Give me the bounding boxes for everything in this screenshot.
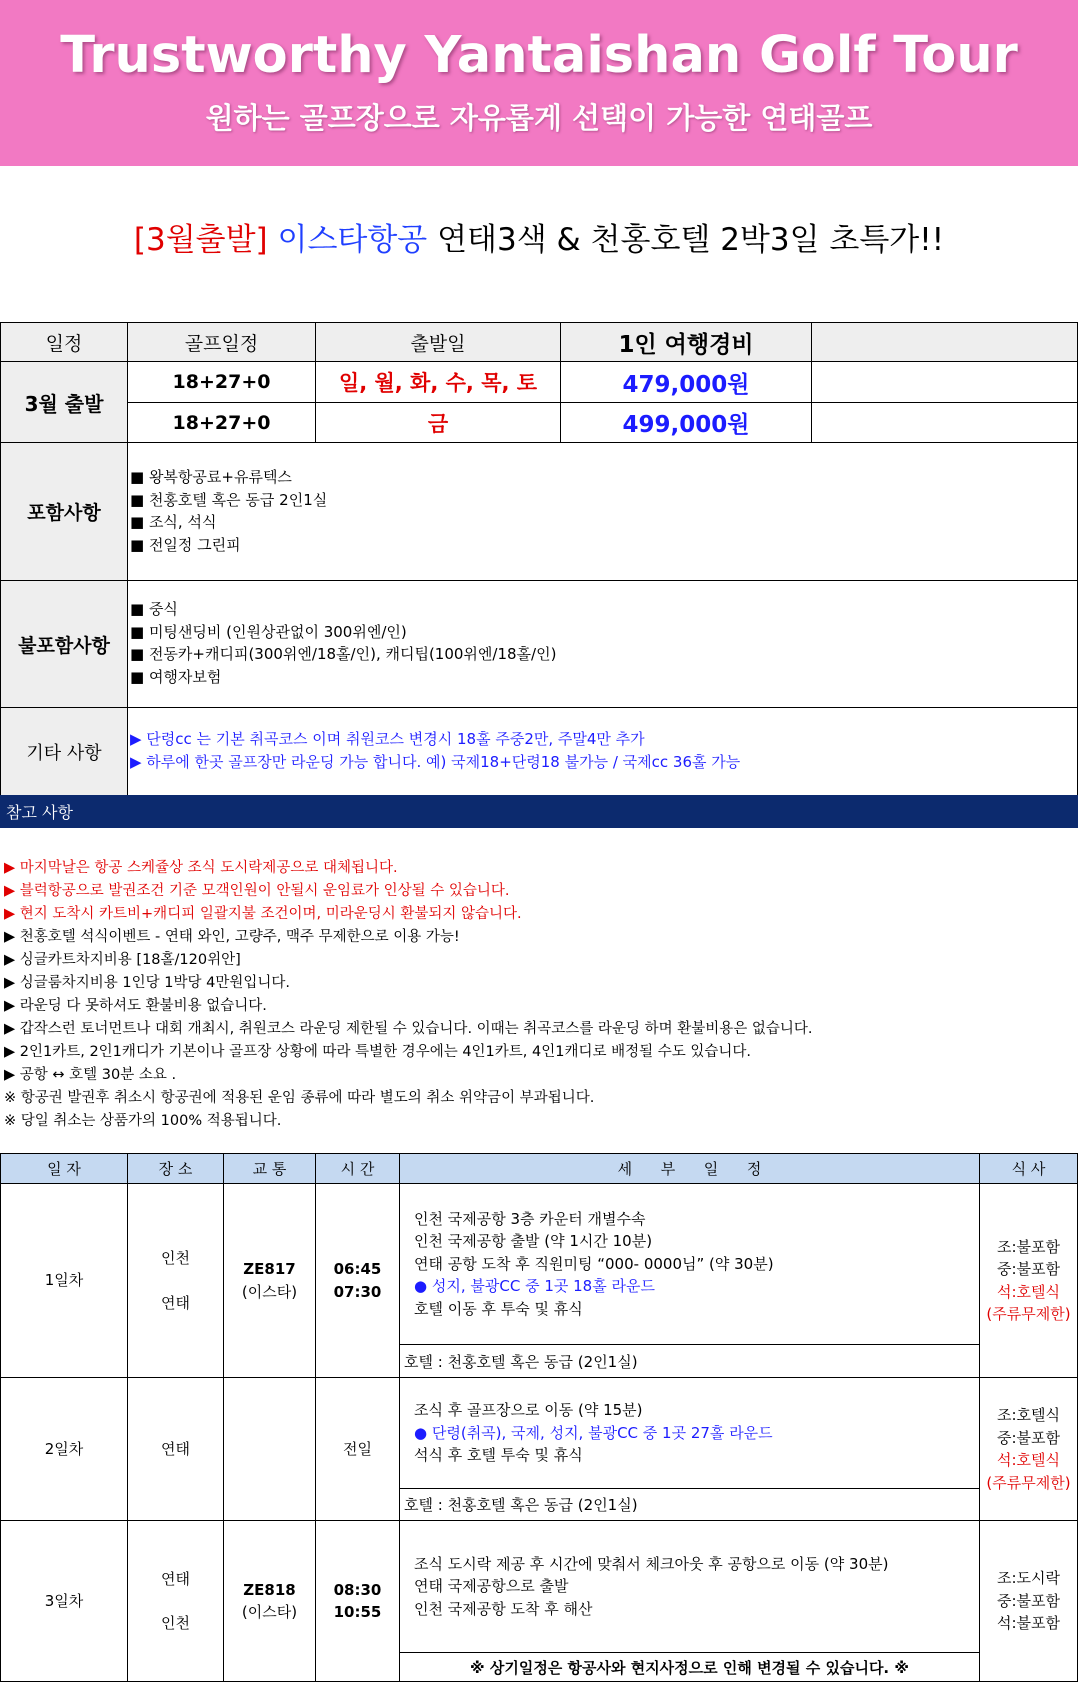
list-item: ▶ 싱글카트차지비용 [18홀/120위안] [4, 952, 241, 968]
price-row-golf: 18+27+0 [127, 402, 316, 443]
list-item: ▶ 단령cc 는 기본 취곡코스 이며 취원코스 변경시 18홀 주중2만, 주말4만 추가 [130, 730, 645, 748]
meal-line: 중:불포함 [996, 1260, 1060, 1278]
time-text: 06:45 [333, 1260, 382, 1278]
price-row-days: 금 [315, 402, 561, 443]
schedule-transport [223, 1183, 316, 1378]
detail-line: 조식 도시락 제공 후 시간에 맞춰서 체크아웃 후 공항으로 이동 (약 30분) [414, 1554, 889, 1573]
detail-line: 석식 후 호텔 투숙 및 휴식 [414, 1446, 583, 1465]
schedule-day: 3일차 [0, 1520, 128, 1682]
list-item: ■ 전동카+캐디피(300위엔/18홀/인), 캐디팁(100위엔/18홀/인) [130, 645, 557, 663]
list-item: ▶ 갑작스런 토너먼트나 대회 개최시, 취원코스 라운딩 제한될 수 있습니다. 이때는 취곡코스를 라운딩 하며 환불비용은 없습니다. [4, 1021, 813, 1037]
schedule-day: 2일차 [0, 1377, 128, 1521]
price-row-empty [811, 361, 1078, 403]
meal-line: 중:불포함 [996, 1591, 1060, 1610]
schedule-meals [979, 1183, 1078, 1378]
included-list [130, 466, 327, 556]
excluded-list [130, 598, 556, 688]
list-item: ▶ 마지막날은 항공 스케쥴상 조식 도시락제공으로 대체됩니다. [4, 860, 398, 876]
detail-line: 연태 공항 도착 후 직원미팅 “000- 0000님” (약 30분) [414, 1254, 774, 1273]
schedule-transport [223, 1520, 316, 1682]
detail-highlight: ● 성지, 불광CC 중 1곳 18홀 라운드 [414, 1277, 655, 1296]
list-item: ■ 천홍호텔 혹은 동급 2인1실 [130, 490, 328, 509]
excluded-label: 불포함사항 [0, 580, 128, 708]
header-title: Trustworthy Yantaishan Golf Tour [60, 26, 1018, 85]
schedule-meals [979, 1520, 1078, 1682]
price-row-days: 일, 월, 화, 수, 목, 토 [315, 361, 561, 403]
detail-line: 조식 후 골프장으로 이동 (약 15분) [414, 1401, 643, 1420]
list-item: ▶ 블럭항공으로 발권조건 기준 모객인원이 안될시 운임료가 인상될 수 있습니다. [4, 883, 510, 899]
schedule-header-day: 일 자 [0, 1153, 128, 1184]
header-banner [0, 0, 1078, 166]
etc-label: 기타 사항 [0, 707, 128, 796]
flight-number: ZE817 [243, 1260, 296, 1278]
price-row-golf: 18+27+0 [127, 361, 316, 403]
headline-product: 연태3색 & 천홍호텔 2박3일 초특가!! [437, 222, 945, 258]
price-header-schedule: 일정 [0, 322, 128, 362]
meal-line: (주류무제한) [986, 1305, 1071, 1323]
list-item: ■ 전일정 그린피 [130, 535, 241, 554]
meal-line: 석:불포함 [996, 1614, 1060, 1633]
list-item: ※ 항공권 발권후 취소시 항공권에 적용된 운임 종류에 따라 별도의 취소 위약금이 부과됩니다. [4, 1090, 595, 1106]
price-row-price: 479,000원 [560, 361, 812, 403]
schedule-times: 전일 [315, 1377, 400, 1521]
price-header-departure: 출발일 [315, 322, 561, 362]
meal-line: 석:호텔식 [996, 1451, 1060, 1469]
product-headline [0, 214, 1078, 259]
schedule-places: 연태 [127, 1377, 224, 1521]
airline-name: (이스타) [241, 1282, 298, 1301]
schedule-day: 1일차 [0, 1183, 128, 1378]
detail-line: 인천 국제공항 출발 (약 1시간 10분) [414, 1232, 653, 1251]
list-item: ■ 왕복항공료+유류텍스 [130, 468, 292, 486]
airline-name: (이스타) [241, 1603, 298, 1621]
schedule-places [127, 1520, 224, 1682]
price-header-golf: 골프일정 [127, 322, 316, 362]
list-item: ▶ 공항 ↔ 호텔 30분 소요 . [4, 1067, 177, 1083]
etc-list [130, 728, 740, 773]
place-text: 연태 [161, 1569, 190, 1588]
schedule-hotel: 호텔 : 천홍호텔 혹은 동급 (2인1실) [399, 1488, 980, 1521]
meal-line: 석:호텔식 [996, 1282, 1060, 1301]
schedule-details [399, 1183, 980, 1345]
detail-line: 호텔 이동 후 투숙 및 휴식 [414, 1299, 583, 1318]
notes-title: 참고 사항 [6, 803, 73, 822]
notes-list [4, 857, 812, 1133]
price-row-price: 499,000원 [560, 402, 812, 443]
schedule-times [315, 1520, 400, 1682]
schedule-header-transport: 교 통 [223, 1153, 316, 1184]
meal-line: 조:도시락 [996, 1569, 1060, 1588]
schedule-places [127, 1183, 224, 1378]
detail-highlight: ● 단령(취곡), 국제, 성지, 불광CC 중 1곳 27홀 라운드 [414, 1423, 773, 1442]
schedule-header-detail: 세 부 일 정 [399, 1153, 980, 1184]
list-item: ※ 당일 취소는 상품가의 100% 적용됩니다. [4, 1113, 282, 1129]
flight-number: ZE818 [243, 1580, 296, 1599]
place-text: 연태 [161, 1293, 190, 1312]
price-month: 3월 출발 [0, 361, 128, 443]
meal-line: 조:불포함 [996, 1237, 1060, 1256]
price-header-cost: 1인 여행경비 [560, 322, 812, 362]
list-item: ▶ 하루에 한곳 골프장만 라운딩 가능 합니다. 예) 국제18+단령18 불가능 / 국제cc 36홀 가능 [130, 752, 741, 771]
meal-line: (주류무제한) [986, 1473, 1071, 1492]
schedule-header-time: 시 간 [315, 1153, 400, 1184]
meal-line: 중:불포함 [996, 1428, 1060, 1447]
place-text: 인천 [161, 1249, 190, 1267]
schedule-details [399, 1377, 980, 1489]
detail-line: 인천 국제공항 3층 카운터 개별수속 [414, 1209, 646, 1228]
schedule-header-place: 장 소 [127, 1153, 224, 1184]
list-item: ▶ 싱글룸차지비용 1인당 1박당 4만원입니다. [4, 975, 290, 991]
headline-departure: [3월출발] [133, 222, 268, 258]
list-item: ▶ 2인1카트, 2인1캐디가 기본이나 골프장 상황에 따라 특별한 경우에는 4인1카트, 4인1캐디로 배정될 수도 있습니다. [4, 1044, 751, 1060]
list-item: ▶ 현지 도착시 카트비+캐디피 일괄지불 조건이며, 미라운딩시 환불되지 않습니다. [4, 906, 522, 922]
list-item: ■ 조식, 석식 [130, 513, 217, 531]
notes-title-bar [0, 795, 1078, 828]
list-item: ■ 중식 [130, 600, 178, 618]
schedule-footer-note: ※ 상기일정은 항공사와 현지사정으로 인해 변경될 수 있습니다. ※ [399, 1652, 980, 1682]
price-row-empty [811, 402, 1078, 443]
schedule-hotel: 호텔 : 천홍호텔 혹은 동급 (2인1실) [399, 1344, 980, 1378]
list-item: ▶ 라운딩 다 못하셔도 환불비용 없습니다. [4, 998, 267, 1014]
time-text: 07:30 [333, 1282, 382, 1301]
included-label: 포함사항 [0, 442, 128, 581]
list-item: ▶ 천홍호텔 석식이벤트 - 연태 와인, 고량주, 맥주 무제한으로 이용 가능! [4, 929, 460, 945]
meal-line: 조:호텔식 [996, 1406, 1060, 1424]
detail-line: 인천 국제공항 도착 후 해산 [414, 1599, 593, 1618]
list-item: ■ 여행자보험 [130, 667, 222, 686]
schedule-meals [979, 1377, 1078, 1521]
schedule-times [315, 1183, 400, 1378]
place-text: 인천 [161, 1614, 190, 1632]
time-text: 08:30 [333, 1580, 382, 1599]
price-header-empty [811, 322, 1078, 362]
headline-airline: 이스타항공 [277, 222, 428, 258]
schedule-header-meal: 식 사 [979, 1153, 1078, 1184]
header-subtitle: 원하는 골프장으로 자유롭게 선택이 가능한 연태골프 [205, 101, 873, 135]
list-item: ■ 미팅샌딩비 (인원상관없이 300위엔/인) [130, 622, 407, 641]
detail-line: 연태 국제공항으로 출발 [414, 1577, 569, 1596]
time-text: 10:55 [333, 1603, 382, 1621]
schedule-transport [223, 1377, 316, 1521]
schedule-details [399, 1520, 980, 1653]
